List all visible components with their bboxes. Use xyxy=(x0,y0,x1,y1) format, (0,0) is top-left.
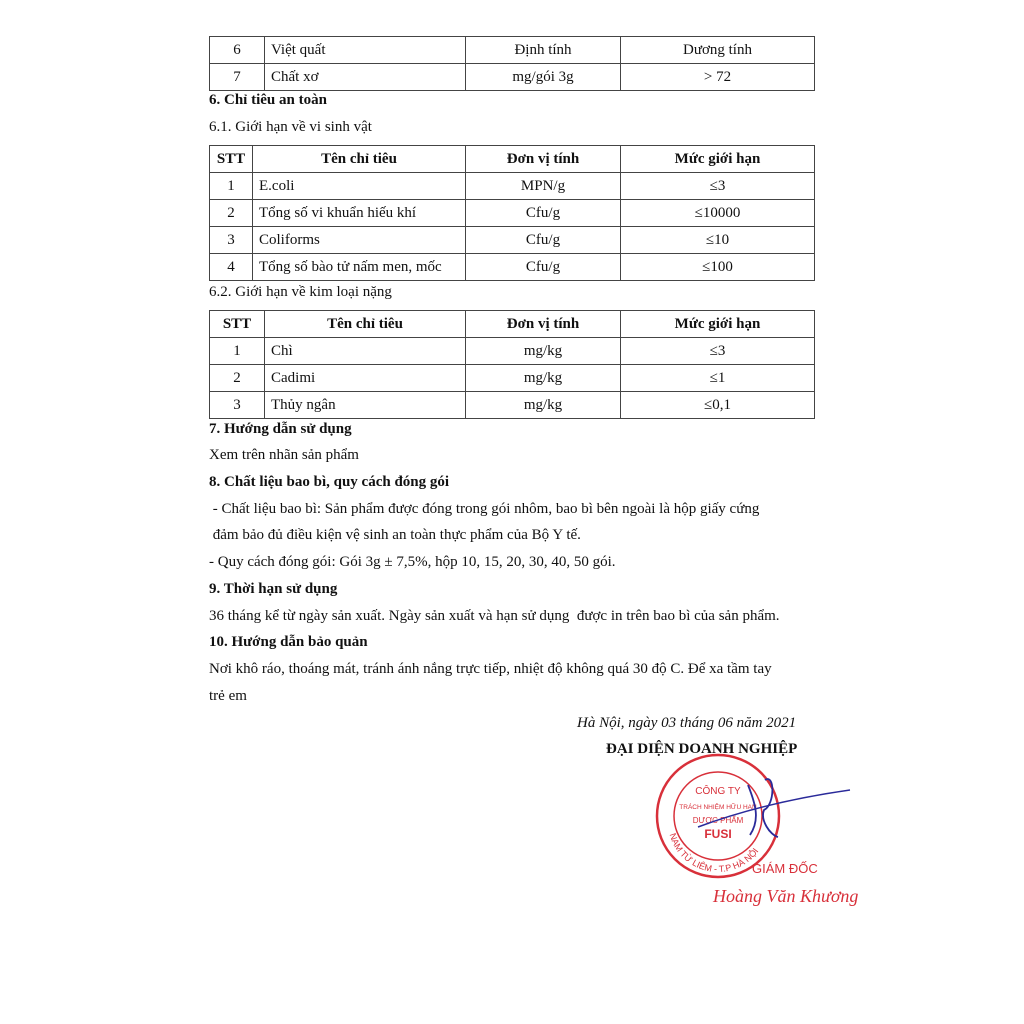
table-header-row xyxy=(210,146,815,173)
section10-heading: 10. Hướng dẫn bảo quản xyxy=(209,634,368,650)
svg-text:FUSI: FUSI xyxy=(704,827,732,841)
cell-stt: 4 xyxy=(210,254,253,281)
nutrition-table-tail xyxy=(209,36,815,91)
cell-stt: 7 xyxy=(210,64,265,91)
section8-line3: - Quy cách đóng gói: Gói 3g ± 7,5%, hộp 10, 15, 20, 30, 40, 50 gói. xyxy=(209,554,616,570)
heavy-metal-table xyxy=(209,310,815,419)
signature-title: ĐẠI DIỆN DOANH NGHIỆP xyxy=(606,741,798,757)
signer-position: GIÁM ĐỐC xyxy=(752,861,818,876)
section6-1-heading: 6.1. Giới hạn về vi sinh vật xyxy=(209,119,372,135)
svg-text:DƯỢC PHẨM: DƯỢC PHẨM xyxy=(692,816,744,825)
cell-name: Coliforms xyxy=(253,227,466,254)
header-unit: Đơn vị tính xyxy=(466,146,621,173)
header-unit: Đơn vị tính xyxy=(466,311,621,338)
cell-stt: 3 xyxy=(210,227,253,254)
cell-unit: mg/kg xyxy=(466,338,621,365)
table-row xyxy=(210,254,815,281)
cell-name: Chì xyxy=(265,338,466,365)
cell-stt: 2 xyxy=(210,200,253,227)
signature-date: Hà Nội, ngày 03 tháng 06 năm 2021 xyxy=(577,715,797,731)
cell-name: Tổng số vi khuẩn hiếu khí xyxy=(253,200,466,227)
cell-value: ≤3 xyxy=(621,173,815,200)
cell-unit: mg/gói 3g xyxy=(466,64,621,91)
cell-name: Tổng số bào tử nấm men, mốc xyxy=(253,254,466,281)
section8-heading: 8. Chất liệu bao bì, quy cách đóng gói xyxy=(209,474,450,490)
section8-line1: - Chất liệu bao bì: Sản phẩm được đóng trong gói nhôm, bao bì bên ngoài là hộp giấy cứng xyxy=(209,501,760,517)
section6-heading: 6. Chỉ tiêu an toàn xyxy=(209,92,327,108)
cell-value: ≤0,1 xyxy=(621,392,815,419)
header-limit: Mức giới hạn xyxy=(621,146,815,173)
microbe-limit-table xyxy=(209,145,815,281)
cell-stt: 1 xyxy=(210,338,265,365)
cell-stt: 2 xyxy=(210,365,265,392)
table-row xyxy=(210,227,815,254)
header-limit: Mức giới hạn xyxy=(621,311,815,338)
cell-name: Thủy ngân xyxy=(265,392,466,419)
cell-unit: Cfu/g xyxy=(466,254,621,281)
table-row xyxy=(210,392,815,419)
cell-value: > 72 xyxy=(621,64,815,91)
cell-unit: mg/kg xyxy=(466,392,621,419)
table-row xyxy=(210,200,815,227)
header-name: Tên chỉ tiêu xyxy=(253,146,466,173)
cell-stt: 3 xyxy=(210,392,265,419)
section7-heading: 7. Hướng dẫn sử dụng xyxy=(209,421,352,437)
signer-name: Hoàng Văn Khương xyxy=(713,886,859,906)
table-row xyxy=(210,338,815,365)
cell-unit: mg/kg xyxy=(466,365,621,392)
table-row xyxy=(210,365,815,392)
cell-unit: Cfu/g xyxy=(466,227,621,254)
cell-name: Việt quất xyxy=(265,37,466,64)
section7-text: Xem trên nhãn sản phẩm xyxy=(209,447,359,463)
table-row xyxy=(210,37,815,64)
section9-heading: 9. Thời hạn sử dụng xyxy=(209,581,338,597)
svg-text:CÔNG TY: CÔNG TY xyxy=(695,786,741,797)
section8-line2: đảm bảo đủ điều kiện vệ sinh an toàn thực phẩm của Bộ Y tế. xyxy=(209,527,581,543)
svg-text:TRÁCH NHIỆM HỮU HẠN: TRÁCH NHIỆM HỮU HẠN xyxy=(679,804,757,811)
section9-text: 36 tháng kể từ ngày sản xuất. Ngày sản xuất và hạn sử dụng được in trên bao bì của sản phẩm. xyxy=(209,608,780,624)
handwritten-signature xyxy=(690,765,860,845)
section6-2-heading: 6.2. Giới hạn về kim loại nặng xyxy=(209,284,392,300)
cell-value: ≤10000 xyxy=(621,200,815,227)
section10-line1: Nơi khô ráo, thoáng mát, tránh ánh nắng trực tiếp, nhiệt độ không quá 30 độ C. Để xa tầm tay xyxy=(209,661,772,677)
cell-name: E.coli xyxy=(253,173,466,200)
cell-name: Chất xơ xyxy=(265,64,466,91)
cell-stt: 6 xyxy=(210,37,265,64)
cell-name: Cadimi xyxy=(265,365,466,392)
cell-unit: Định tính xyxy=(466,37,621,64)
cell-value: ≤100 xyxy=(621,254,815,281)
header-name: Tên chỉ tiêu xyxy=(265,311,466,338)
section10-line2: trẻ em xyxy=(209,688,247,704)
cell-value: ≤10 xyxy=(621,227,815,254)
table-header-row xyxy=(210,311,815,338)
cell-value: ≤1 xyxy=(621,365,815,392)
header-stt: STT xyxy=(210,311,265,338)
table-row xyxy=(210,173,815,200)
cell-value: Dương tính xyxy=(621,37,815,64)
cell-stt: 1 xyxy=(210,173,253,200)
svg-text:NAM TỪ LIÊM - T.P HÀ NỘI: NAM TỪ LIÊM - T.P HÀ NỘI xyxy=(667,831,761,875)
header-stt: STT xyxy=(210,146,253,173)
cell-unit: MPN/g xyxy=(466,173,621,200)
table-row xyxy=(210,64,815,91)
cell-value: ≤3 xyxy=(621,338,815,365)
cell-unit: Cfu/g xyxy=(466,200,621,227)
